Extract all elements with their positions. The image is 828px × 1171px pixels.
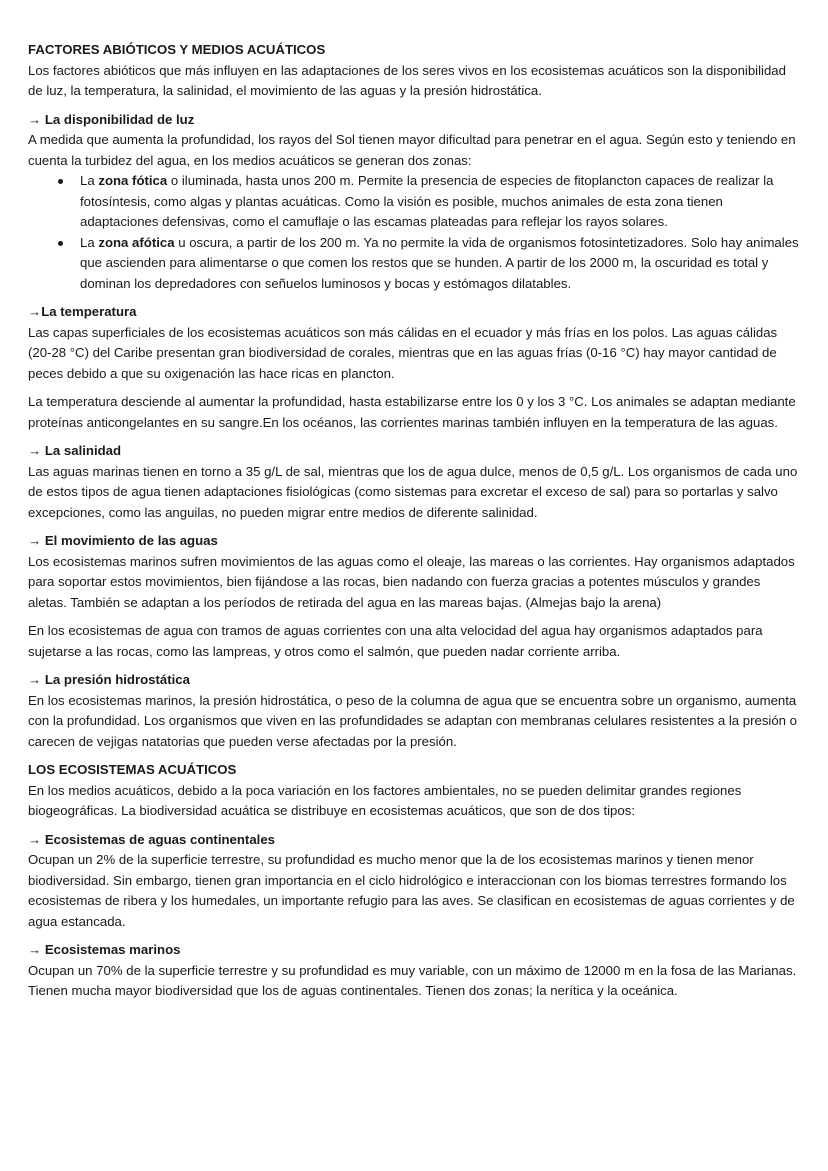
movimiento-paragraph-2: En los ecosistemas de agua con tramos de aguas corrientes con una alta velocidad del agua hay organismos adaptados para sujetarse a las rocas, como las lampreas, y otros como el salmón, que pueden nadar corriente arriba. [28, 623, 763, 659]
presion-paragraph: En los ecosistemas marinos, la presión hidrostática, o peso de la columna de agua que se encuentra sobre un organismo, aumenta con la profundidad. Los organismos que viven en las profundidades se adaptan con membranas celulares resistentes a la presión o carecen de vejigas natatorias que pueden verse afectadas por la presión. [28, 692, 798, 749]
zones-list [28, 171, 800, 294]
movimiento-paragraph-1: Los ecosistemas marinos sufren movimientos de las aguas como el oleaje, las mareas o las corrientes. Hay organismos adaptados para soportar estos movimientos, bien fijándose a las rocas, bien nadando con fuerza gracias a potentes músculos y grandes aletas. También se adaptan a los períodos de retirada del agua en las mareas bajas. (Almejas bajo la arena) [28, 553, 795, 610]
heading-temperatura: →La temperatura [28, 304, 137, 319]
heading-marinos: → Ecosistemas marinos [28, 942, 181, 957]
bullet-text: o iluminada, hasta unos 200 m. Permite la presencia de especies de fitoplancton capaces de realizar la fotosíntesis, como algas y plantas acuáticas. Como la visión es posible, muchos animales de esta zona tienen adaptaciones defensivas, como el camuflaje o las escamas plateadas para reflejar los rayos solares. [80, 173, 774, 229]
marinos-paragraph: Ocupan un 70% de la superficie terrestre y su profundidad es muy variable, con un máximo de 12000 m en la fosa de las Marianas. Tienen mucha mayor biodiversidad que los de aguas continentales. Tienen dos zonas; la nerítica y la oceánica. [28, 962, 797, 998]
ecosistemas-paragraph: En los medios acuáticos, debido a la poca variación en los factores ambientales, no se pueden delimitar grandes regiones biogeográficas. La biodiversidad acuática se distribuye en ecosistemas acuáticos, que son de dos tipos: [28, 782, 742, 818]
heading-presion: → La presión hidrostática [28, 672, 190, 687]
bullet-pre: La [80, 173, 99, 188]
heading-luz: → La disponibilidad de luz [28, 111, 195, 127]
temperatura-paragraph-2: La temperatura desciende al aumentar la profundidad, hasta estabilizarse entre los 0 y los 3 °C. Los animales se adaptan mediante proteínas anticongelantes en su sangre.En los océanos, las corrientes marinas también influyen en la temperatura de las aguas. [28, 394, 796, 430]
heading-salinidad: → La salinidad [28, 443, 122, 458]
bullet-text: u oscura, a partir de los 200 m. Ya no permite la vida de organismos fotosintetizadores. Solo hay animales que ascienden para alimentarse o que comen los restos que se hunden. A partir de los 2000 m, la oscuridad es total y dominan los depredadores con señuelos luminosos y bocas y estómagos dilatables. [80, 234, 799, 291]
bullet-term: zona fótica [98, 173, 168, 188]
list-item-zona-afotica [80, 233, 800, 295]
list-item-zona-fotica [80, 171, 800, 233]
heading-movimiento: → El movimiento de las aguas [28, 533, 218, 548]
continentales-paragraph: Ocupan un 2% de la superficie terrestre, su profundidad es mucho menor que la de los ecosistemas marinos y tienen menor biodiversidad. Sin embargo, tienen gran importancia en el ciclo hidrológico e interaccionan con los biomas terrestres formando los ecosistemas de ribera y los humedales, un importante refugio para las aves. Se clasifican en ecosistemas de aguas corrientes y de agua estancada. [28, 852, 795, 929]
bullet-term: zona afótica [98, 234, 175, 250]
heading-continentales: → Ecosistemas de aguas continentales [28, 831, 275, 847]
temperatura-paragraph-1: Las capas superficiales de los ecosistemas acuáticos son más cálidas en el ecuador y más frías en los polos. Las aguas cálidas (20-28 °C) del Caribe presentan gran biodiversidad de corales, mientras que en las aguas frías (0-16 °C) hay mayor cantidad de peces debido a que su oxigenación las hace ricas en plancton. [28, 324, 778, 381]
intro-paragraph: Los factores abióticos que más influyen en las adaptaciones de los seres vivos en los ecosistemas acuáticos son la disponibilidad de luz, la temperatura, la salinidad, el movimiento de las aguas y la presión hidrostática. [28, 62, 786, 98]
luz-paragraph: A medida que aumenta la profundidad, los rayos del Sol tienen mayor dificultad para penetrar en el agua. Según esto y teniendo en cuenta la turbidez del agua, en los medios acuáticos se generan dos zonas: [28, 132, 796, 168]
salinidad-paragraph: Las aguas marinas tienen en torno a 35 g/L de sal, mientras que los de agua dulce, menos de 0,5 g/L. Los organismos de cada uno de estos tipos de agua tienen adaptaciones fisiológicas (como sistemas para excretar el exceso de sal) para so portarlas y salvo excepciones, como las anguilas, no pueden migrar entre medios de diferente salinidad. [28, 463, 798, 520]
heading-ecosistemas: LOS ECOSISTEMAS ACUÁTICOS [28, 762, 237, 777]
bullet-pre: La [80, 234, 99, 250]
document-title: FACTORES ABIÓTICOS Y MEDIOS ACUÁTICOS [28, 42, 326, 57]
